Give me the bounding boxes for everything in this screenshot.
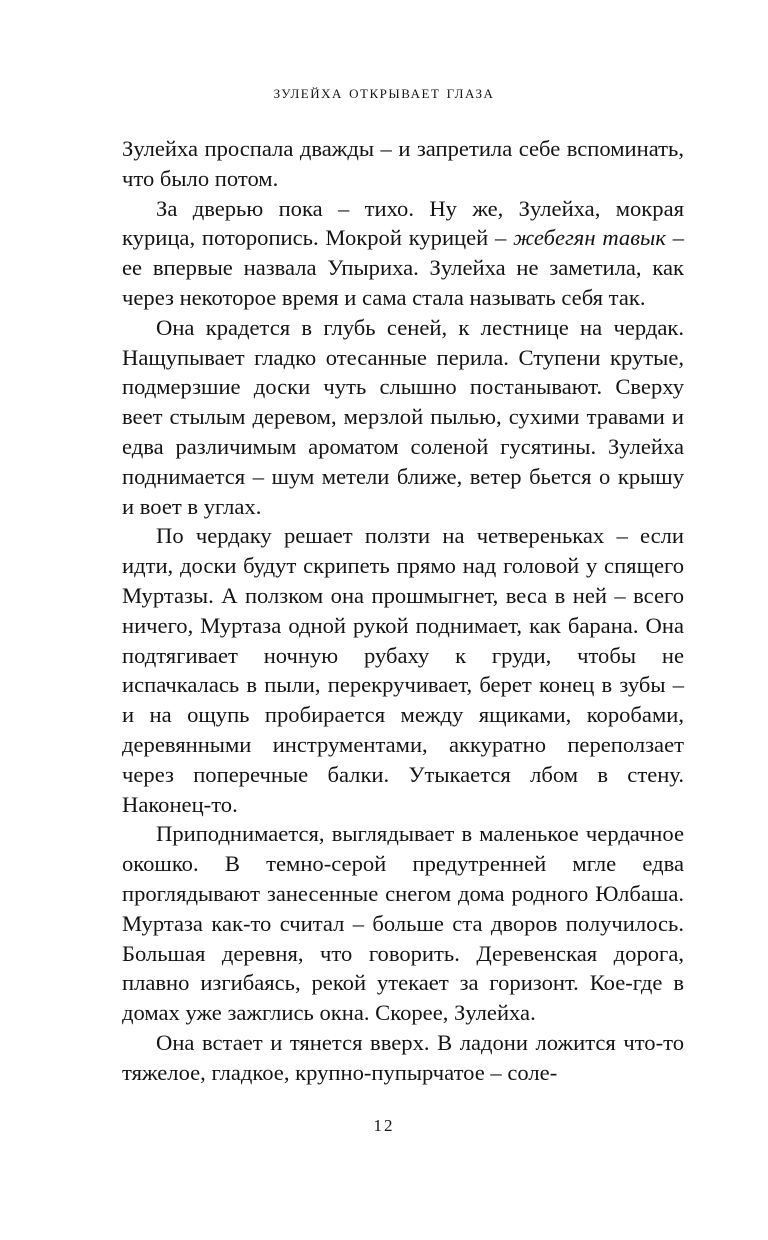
paragraph-5: Приподнимается, выглядывает в маленькое чердачное окошко. В темно-серой предутренней мгле едва проглядывают занесенные снегом дома родного Юлбаша. Муртаза как-то считал – больше ста дворов получилось. Большая деревня, что говорить. Деревенская дорога, плавно изгибаясь, рекой утекает за горизонт. Кое-где в домах уже зажглись окна. Скорее, Зулейха.: [122, 821, 684, 1026]
body-text: [122, 134, 684, 1088]
paragraph-1: Зулейха проспала дважды – и запретила себе вспоминать, что было потом.: [122, 136, 684, 191]
paragraph-3: Она крадется в глубь сеней, к лестнице на чердак. Нащупывает гладко отесанные перила. Ступени крутые, подмерзшие доски чуть слышно постанывают. Сверху веет стылым деревом, мерзлой пылью, сухими травами и едва различимым ароматом соленой гусятины. Зулейха поднимается – шум метели ближе, ветер бьется о крышу и воет в углах.: [122, 314, 684, 519]
paragraph-2-italic-phrase: жебегян тавык: [513, 225, 666, 251]
paragraph-2-text-after: – ее впервые назвала Упыриха. Зулейха не заметила, как через некоторое время и сама стала называть себя так.: [122, 225, 684, 310]
running-head: зулейха открывает глаза: [273, 82, 495, 103]
page-number: 12: [373, 1116, 395, 1135]
paragraph-4: По чердаку решает ползти на четвереньках – если идти, доски будут скрипеть прямо над головой у спящего Муртазы. А ползком она прошмыгнет, веса в ней – всего ничего, Муртаза одной рукой поднимает, как барана. Она подтягивает ночную рубаху к груди, чтобы не испачкалась в пыли, перекручивает, берет конец в зубы – и на ощупь пробирается между ящиками, коробами, деревянными инструментами, аккуратно переползает через поперечные балки. Утыкается лбом в стену. Наконец-то.: [122, 523, 684, 817]
paragraph-6: Она встает и тянется вверх. В ладони ложится что-то тяжелое, гладкое, крупно-пупырчатое – соле-: [122, 1029, 684, 1085]
paragraph-2-text-before: За дверью пока – тихо. Ну же, Зулейха, мокрая курица, поторопись. Мокрой курицей –: [122, 195, 684, 251]
paragraph-2: [122, 194, 684, 313]
